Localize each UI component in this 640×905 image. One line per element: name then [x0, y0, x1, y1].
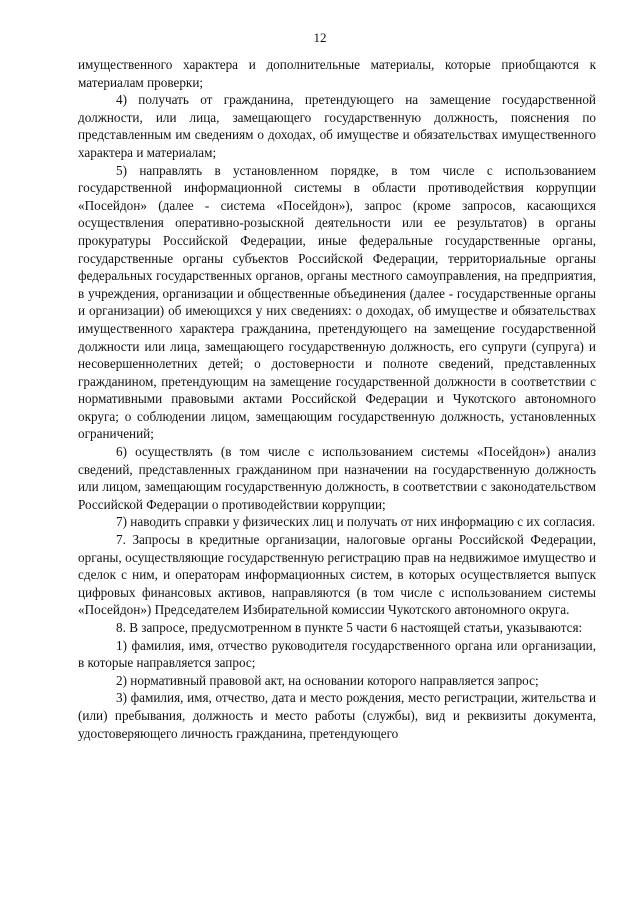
paragraph-7: 8. В запросе, предусмотренном в пункте 5 части 6 настоящей статьи, указываются: [116, 620, 583, 635]
paragraph-6: 7. Запросы в кредитные организации, налоговые органы Российской Федерации, органы, осуществляющие государственную регистрацию прав на недвижимое имущество и сделок с ним, и операторам информационных систем, в которых осуществляется выпуск цифровых финансовых активов, направляются (в том числе с использованием системы «Посейдон») Председателем Избирательной комиссии Чукотского автономного округа. [78, 532, 596, 618]
document-body [78, 56, 596, 742]
paragraph-9: 2) нормативный правовой акт, на основании которого направляется запрос; [116, 672, 539, 688]
paragraph-3: 5) направлять в установленном порядке, в том числе с использованием государственной информационной системы в области противодействия коррупции «Посейдон» (далее - система «Посейдон»), запрос (кроме запросов, касающихся осуществления оперативно-розыскной деятельности или ее результатов) в органы прокуратуры Российской Федерации, иные федеральные государственные органы, государственные органы субъектов Российской Федерации, территориальные органы федеральных государственных органов, органы местного самоуправления, на предприятия, в учреждения, организации и общественные объединения (далее - государственные органы и организации) об имеющихся у них сведениях: о доходах, об имуществе и обязательствах имущественного характера гражданина, претендующего на замещение государственной должности или лица, замещающего государственную должность, его супруги (супруга) и несовершеннолетних детей; о достоверности и полноте сведений, представленных гражданином, претендующим на замещение государственной должности в соответствии с нормативными правовыми актами Российской Федерации и Чукотского автономного округа; о соблюдении лицом, замещающим государственную должность, установленных ограничений; [78, 162, 596, 442]
paragraph-1: имущественного характера и дополнительные материалы, которые приобщаются к материалам проверки; [78, 57, 596, 90]
page-number: 12 [313, 30, 327, 45]
paragraph-8: 1) фамилия, имя, отчество руководителя государственного органа или организации, в которые направляется запрос; [78, 637, 596, 671]
paragraph-10: 3) фамилия, имя, отчество, дата и место рождения, место регистрации, жительства и (или) пребывания, должность и место работы (службы), вид и реквизиты документа, удостоверяющего личность гражданина, претендующего [78, 690, 596, 741]
paragraph-2: 4) получать от гражданина, претендующего на замещение государственной должности, или лица, замещающего государственную должность, пояснения по представленным им сведениям о доходах, об имуществе и обязательствах имущественного характера и материалам; [78, 92, 596, 160]
paragraph-5: 7) наводить справки у физических лиц и получать от них информацию с их согласия. [116, 514, 596, 530]
paragraph-4: 6) осуществлять (в том числе с использованием системы «Посейдон») анализ сведений, представленных гражданином при назначении на государственную должность или лицом, замещающим государственную должность, в соответствии с законодательством Российской Федерации о противодействии коррупции; [78, 444, 596, 512]
